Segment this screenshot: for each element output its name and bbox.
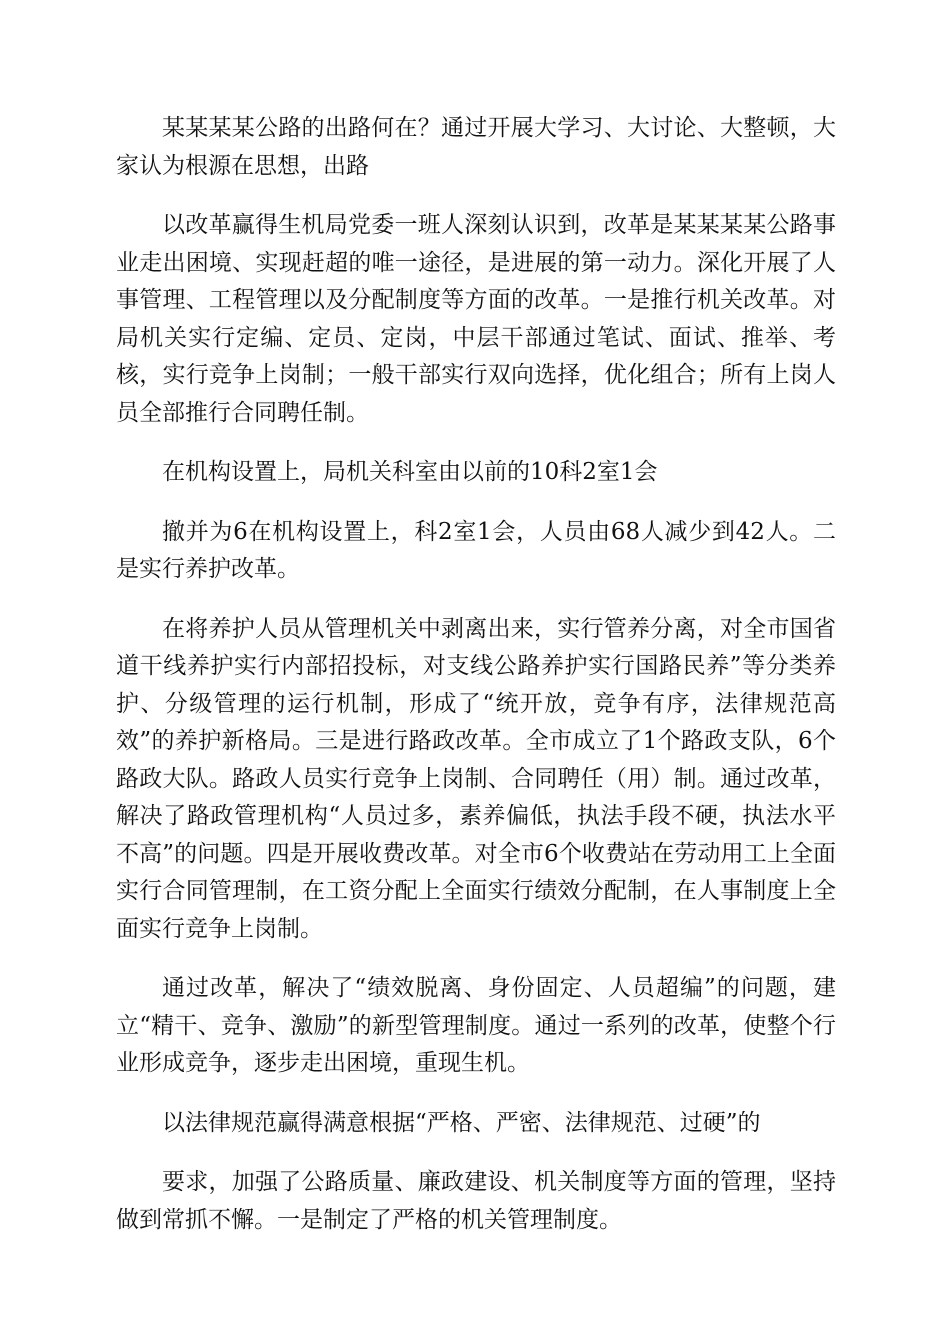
paragraph-management-requirements: 要求，加强了公路质量、廉政建设、机关制度等方面的管理，坚持做到常抓不懈。一是制定了严格的机关管理制度。	[116, 1169, 836, 1233]
paragraph-reform-results: 通过改革，解决了“绩效脱离、身份固定、人员超编”的问题，建立“精干、竞争、激励”的新型管理制度。通过一系列的改革，使整个行业形成竞争，逐步走出困境，重现生机。	[116, 975, 836, 1076]
paragraph-maintenance-reform: 在将养护人员从管理机关中剥离出来，实行管养分离，对全市国省道干线养护实行内部招投标，对支线公路养护实行国路民养”等分类养护、分级管理的运行机制，形成了“统开放，竞争有序，法律规范高效”的养护新格局。三是进行路政改革。全市成立了1个路政支队，6个路政大队。路政人员实行竞争上岗制、合同聘任（用）制。通过改革，解决了路政管理机构“人员过多，素养偏低，执法手段不硬，执法水平不高”的问题。四是开展收费改革。对全市6个收费站在劳动用工上全面实行合同管理制，在工资分配上全面实行绩效分配制，在人事制度上全面实行竞争上岗制。	[116, 615, 836, 942]
paragraph-legal-standards: 以法律规范赢得满意根据“严格、严密、法律规范、过硬”的	[162, 1109, 761, 1136]
paragraph-institution-setup: 在机构设置上，局机关科室由以前的10科2室1会	[162, 459, 658, 485]
paragraph-reform-vitality: 以改革赢得生机局党委一班人深刻认识到，改革是某某某某公路事业走出困境、实现赶超的唯一途径，是进展的第一动力。深化开展了人事管理、工程管理以及分配制度等方面的改革。一是推行机关改革。对局机关实行定编、定员、定岗，中层干部通过笔试、面试、推举、考核，实行竞争上岗制；一般干部实行双向选择，优化组合；所有上岗人员全部推行合同聘任制。	[116, 212, 836, 426]
document-body	[116, 110, 836, 1261]
paragraph-road-outlook: 某某某某公路的出路何在？通过开展大学习、大讨论、大整顿，大家认为根源在思想，出路	[116, 115, 836, 179]
paragraph-merger-staffing: 撤并为6在机构设置上，科2室1会，人员由68人减少到42人。二是实行养护改革。	[116, 518, 836, 582]
